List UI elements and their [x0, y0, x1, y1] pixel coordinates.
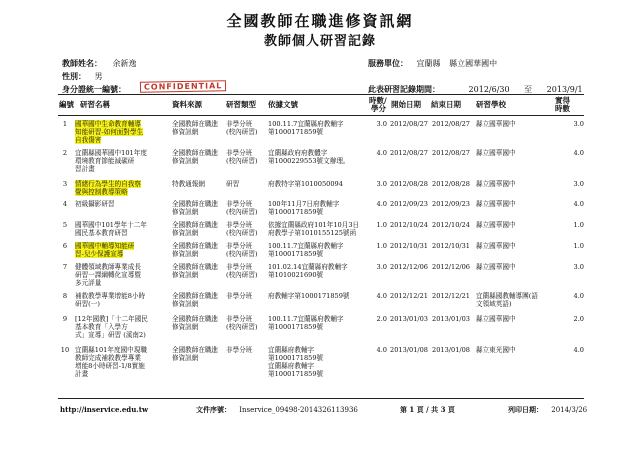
cell-doc-line: 第1010021690號 [268, 271, 324, 279]
cell-start-line: 2012/09/23 [390, 200, 429, 208]
cell-type-line: 非學分班 [226, 346, 253, 354]
cell-doc-line: 第1000171859號 [268, 208, 324, 216]
highlighted-text: 國華國中輔導知能研 [75, 242, 135, 250]
cell-end [432, 180, 472, 188]
cell-no [58, 149, 72, 157]
cell-actual-line: 4.0 [573, 292, 584, 300]
cell-school-line: 縣立東光國中 [476, 346, 516, 354]
col-actual-line2: 時數 [555, 104, 570, 113]
cell-type [226, 315, 268, 331]
highlighted-text: 覺與控制教導策略 [75, 188, 128, 196]
cell-name-line: 國民基本教育研習 [75, 229, 128, 237]
cell-source [172, 180, 226, 188]
cell-source [172, 346, 226, 362]
cell-source-line: 全國教師在職進 [172, 315, 219, 323]
cell-type [226, 200, 268, 216]
cell-hours-line: 4.0 [376, 149, 387, 157]
highlighted-text: 國華國中生命教育輔導 [75, 120, 141, 128]
cell-school [476, 346, 556, 354]
cell-source [172, 242, 226, 258]
cell-source-line: 修資訊網 [172, 208, 199, 216]
cell-type-line: 非學分班 [226, 292, 253, 300]
gender-field [62, 71, 103, 82]
cell-hours-line: 2.0 [376, 315, 387, 323]
cell-name [75, 200, 165, 208]
cell-end-line: 2012/10/31 [432, 242, 471, 250]
cell-end [432, 221, 472, 229]
cell-no [58, 221, 72, 229]
cell-source-line: 全國教師在職進 [172, 263, 219, 271]
cell-school-line: 宜蘭縣國教輔導團(語 [476, 292, 538, 300]
cell-school [476, 315, 556, 323]
cell-name [75, 346, 165, 378]
cell-doc [268, 120, 372, 136]
cell-name-line [75, 136, 165, 144]
cell-source-line: 修資訊網 [172, 354, 199, 362]
col-school: 研習學校 [476, 100, 506, 109]
cell-type-line: 研習 [226, 180, 240, 188]
col-source: 資料來源 [172, 100, 202, 109]
cell-hours-line: 1.0 [376, 242, 387, 250]
cell-source [172, 149, 226, 165]
cell-school-line: 縣立國華國中 [476, 180, 516, 188]
cell-actual [558, 200, 584, 208]
cell-doc-line: 府教輔字第1000171859號 [268, 292, 350, 300]
cell-doc [268, 180, 372, 188]
cell-source-line: 全國教師在職進 [172, 221, 219, 229]
document-serial-value: Inservice_09498-2014326113936 [239, 406, 358, 414]
cell-hours-line: 1.0 [376, 221, 387, 229]
cell-doc-line: 100年11月7日府教輔字 [268, 200, 340, 208]
cell-doc-line: 宜蘭縣政府府教體字 [268, 149, 328, 157]
cell-no [58, 292, 72, 300]
cell-actual-line: 2.0 [573, 315, 584, 323]
cell-name [75, 221, 165, 237]
cell-type [226, 346, 268, 354]
cell-no-line: 6 [62, 242, 68, 250]
cell-doc-line: 第1000171859號 [268, 323, 324, 331]
cell-end-line: 2013/01/03 [432, 315, 471, 323]
col-doc: 依據文號 [268, 100, 298, 109]
table-header-rule [58, 115, 584, 116]
cell-name-line: 多元評量 [75, 279, 102, 287]
cell-doc [268, 315, 372, 331]
highlighted-text: 自我傷害 [75, 136, 102, 144]
cell-end [432, 242, 472, 250]
cell-doc-line: 宜蘭縣府教輔字 [268, 346, 315, 354]
cell-school [476, 263, 556, 271]
cell-type-line: 非學分班 [226, 263, 253, 271]
cell-doc-line: 宜蘭縣府教輔字 [268, 362, 315, 370]
cell-doc [268, 346, 372, 378]
cell-type [226, 180, 268, 188]
cell-school [476, 242, 556, 250]
cell-hours-line: 4.0 [376, 200, 387, 208]
cell-name-line: 習計畫 [75, 165, 95, 173]
cell-end-line: 2012/12/21 [432, 292, 471, 300]
cell-school-line: 縣立國華國中 [476, 200, 516, 208]
cell-start [390, 200, 430, 208]
col-no: 編號 [59, 100, 74, 109]
cell-start [390, 315, 430, 323]
cell-no-line: 4 [62, 200, 68, 208]
cell-school-line: 縣立國華國中 [476, 149, 516, 157]
cell-no [58, 263, 72, 271]
cell-source [172, 292, 226, 308]
cell-type-line: (校內研習) [226, 229, 258, 237]
cell-start [390, 263, 430, 271]
cell-name-line: 宜蘭縣國華國中101年度 [75, 149, 147, 157]
print-date-label: 列印日期： [508, 405, 543, 414]
cell-name-line [75, 180, 165, 188]
cell-hours-line: 3.0 [376, 180, 387, 188]
cell-name-line: 研習一課綱轉化宣導暨 [75, 271, 141, 279]
col-type: 研習類型 [226, 100, 256, 109]
cell-start-line: 2012/10/24 [390, 221, 429, 229]
cell-hours-line: 4.0 [376, 346, 387, 354]
cell-hours [367, 315, 387, 323]
teacher-name-value: 余新逸 [112, 59, 137, 68]
cell-school-line: 縣立國華國中 [476, 315, 516, 323]
gender-label: 性別： [62, 71, 86, 81]
cell-no-line: 3 [62, 180, 68, 188]
page-indicator: 第 1 頁 / 共 3 頁 [400, 405, 455, 414]
period-start: 2012/6/30 [468, 85, 510, 94]
cell-hours-line: 3.0 [376, 120, 387, 128]
cell-name [75, 292, 165, 308]
cell-no-line: 9 [62, 315, 68, 323]
cell-end-line: 2012/08/27 [432, 149, 471, 157]
cell-type-line: 非學分班 [226, 149, 253, 157]
cell-school [476, 221, 556, 229]
cell-actual-line: 4.0 [573, 200, 584, 208]
print-date [508, 405, 587, 415]
cell-type-line: 非學分班 [226, 315, 253, 323]
cell-no [58, 120, 72, 128]
cell-actual-line: 3.0 [573, 180, 584, 188]
cell-start [390, 292, 430, 300]
cell-actual [558, 221, 584, 229]
cell-no-line: 5 [62, 221, 68, 229]
cell-source [172, 120, 226, 136]
cell-start [390, 346, 430, 354]
document-serial-label: 文件序號： [196, 405, 231, 414]
cell-school [476, 292, 556, 308]
cell-no [58, 346, 72, 354]
cell-name [75, 242, 165, 258]
cell-hours-line: 3.0 [376, 263, 387, 271]
cell-end-line: 2013/01/08 [432, 346, 471, 354]
cell-no-line: 2 [62, 149, 68, 157]
cell-name-line [75, 120, 165, 128]
cell-school-line: 縣立國華國中 [476, 263, 516, 271]
cell-type [226, 149, 268, 165]
cell-end [432, 346, 472, 354]
cell-end-line: 2012/08/28 [432, 180, 471, 188]
record-period-label: 此表研習記錄期間： [368, 84, 440, 94]
cell-name [75, 180, 165, 196]
cell-start-line: 2012/12/21 [390, 292, 429, 300]
cell-source [172, 315, 226, 331]
col-end: 結束日期 [431, 100, 461, 109]
footer-rule [58, 398, 584, 399]
cell-name-line: [12年國教]「十二年國民 [75, 315, 148, 323]
cell-type-line: 非學分班 [226, 221, 253, 229]
cell-name [75, 120, 165, 144]
cell-school [476, 180, 556, 188]
cell-type-line: (校內研習) [226, 271, 258, 279]
site-url: http://inservice.edu.tw [60, 405, 148, 414]
gender-value: 男 [94, 72, 103, 81]
cell-start [390, 149, 430, 157]
cell-hours [367, 242, 387, 250]
cell-name-line: 式」宣導」研習 (溪南2) [75, 331, 146, 339]
service-unit-label: 服務單位： [368, 58, 408, 68]
cell-no-line: 10 [60, 346, 70, 354]
cell-doc [268, 242, 372, 258]
cell-start-line: 2013/01/08 [390, 346, 429, 354]
cell-hours [367, 149, 387, 157]
cell-source-line: 全國教師在職進 [172, 120, 219, 128]
cell-name-line: 研習(一) [75, 300, 100, 308]
cell-end-line: 2012/09/23 [432, 200, 471, 208]
cell-start [390, 242, 430, 250]
cell-start-line: 2012/08/27 [390, 149, 429, 157]
cell-source-line: 修資訊網 [172, 128, 199, 136]
cell-actual-line: 4.0 [573, 149, 584, 157]
cell-doc-line: 府教學子第1010155125號函 [268, 229, 357, 237]
cell-hours-line: 4.0 [376, 292, 387, 300]
cell-end [432, 200, 472, 208]
cell-type-line: (校內研習) [226, 208, 258, 216]
cell-actual-line: 1.0 [573, 221, 584, 229]
cell-type [226, 263, 268, 279]
cell-end [432, 315, 472, 323]
cell-source-line: 修資訊網 [172, 323, 199, 331]
cell-school [476, 149, 556, 157]
cell-doc-line: 府教特字第1010050094 [268, 180, 343, 188]
cell-name-line [75, 250, 165, 258]
cell-doc-line: 第1000229553號文辦理。 [268, 157, 350, 165]
cell-source-line: 全國教師在職進 [172, 149, 219, 157]
cell-school-line: 縣立國華國中 [476, 120, 516, 128]
cell-school-line: 縣立國華國中 [476, 221, 516, 229]
cell-school [476, 120, 556, 128]
cell-start-line: 2012/08/27 [390, 120, 429, 128]
cell-doc [268, 221, 372, 237]
table-top-rule [58, 94, 584, 95]
cell-start-line: 2013/01/03 [390, 315, 429, 323]
cell-type-line: 非學分班 [226, 242, 253, 250]
cell-name-line: 補救教學專業增能8小時 [75, 292, 146, 300]
cell-type [226, 221, 268, 237]
cell-school-line: 文領域英語) [476, 300, 512, 308]
cell-doc-line: 100.11.7宜蘭縣府教輔字 [268, 120, 344, 128]
cell-no [58, 200, 72, 208]
cell-type [226, 292, 268, 300]
cell-no [58, 242, 72, 250]
col-hours-line1: 時數/ [369, 96, 387, 105]
col-actual-line1: 實得 [555, 96, 570, 105]
cell-actual [558, 292, 584, 300]
report-subtitle: 教師個人研習記錄 [263, 34, 376, 49]
cell-hours [367, 200, 387, 208]
cell-school [476, 200, 556, 208]
highlighted-text: 知能研習-如何面對學生 [75, 128, 144, 136]
confidential-stamp: CONFIDENTIAL [140, 80, 227, 93]
cell-source [172, 200, 226, 216]
cell-no-line: 1 [62, 120, 68, 128]
cell-start-line: 2012/12/06 [390, 263, 429, 271]
cell-name [75, 149, 165, 173]
cell-doc [268, 200, 372, 216]
cell-source [172, 221, 226, 237]
cell-doc [268, 263, 372, 279]
col-start: 開始日期 [391, 100, 421, 109]
cell-source-line: 全國教師在職進 [172, 292, 219, 300]
cell-source-line: 特教通報網 [172, 180, 205, 188]
cell-start-line: 2012/10/31 [390, 242, 429, 250]
cell-start [390, 120, 430, 128]
cell-name-line [75, 128, 165, 136]
cell-end [432, 263, 472, 271]
cell-actual [558, 242, 584, 250]
cell-name-line: 國華國中101學年十二年 [75, 221, 147, 229]
service-unit-field [368, 58, 497, 69]
highlighted-text: 情緒行為學生的自我察 [75, 180, 141, 188]
cell-doc-line: 依據宜蘭縣政府101年10月3日 [268, 221, 360, 229]
cell-actual [558, 180, 584, 188]
cell-name-line [75, 242, 165, 250]
cell-source-line: 修資訊網 [172, 229, 199, 237]
cell-name-line [75, 188, 165, 196]
cell-source-line: 全國教師在職進 [172, 242, 219, 250]
cell-school-line: 縣立國華國中 [476, 242, 516, 250]
col-hours-line2: 學分 [371, 104, 386, 113]
cell-actual-line: 3.0 [573, 120, 584, 128]
cell-end-line: 2012/08/27 [432, 120, 471, 128]
teacher-name-field [62, 58, 137, 69]
cell-actual [558, 263, 584, 271]
cell-start [390, 221, 430, 229]
cell-hours [367, 263, 387, 271]
cell-actual-line: 4.0 [573, 346, 584, 354]
cell-no-line: 8 [62, 292, 68, 300]
cell-type [226, 242, 268, 258]
cell-name [75, 263, 165, 287]
cell-source [172, 263, 226, 279]
cell-name-line: 基本教育「入學方 [75, 323, 128, 331]
cell-doc-line: 第1000171859號 [268, 370, 324, 378]
cell-actual-line: 1.0 [573, 242, 584, 250]
cell-type-line: (校內研習) [226, 250, 258, 258]
service-unit-county: 宜蘭縣 [416, 59, 441, 68]
cell-actual [558, 149, 584, 157]
cell-name-line: 健體領域教師專業成長 [75, 263, 141, 271]
cell-start [390, 180, 430, 188]
cell-doc [268, 292, 372, 300]
cell-doc-line: 100.11.7宜蘭縣府教輔字 [268, 242, 344, 250]
period-end: 2013/9/1 [546, 85, 583, 94]
cell-hours [367, 180, 387, 188]
cell-source-line: 修資訊網 [172, 271, 199, 279]
cell-hours [367, 120, 387, 128]
id-number-label: 身分證統一編號： [62, 84, 126, 94]
cell-no [58, 180, 72, 188]
cell-end [432, 149, 472, 157]
cell-doc-line: 101.02.14宜蘭縣府教輔字 [268, 263, 348, 271]
cell-start-line: 2012/08/28 [390, 180, 429, 188]
cell-type [226, 120, 268, 136]
service-unit-school: 縣立國華國中 [449, 59, 498, 68]
cell-actual [558, 315, 584, 323]
cell-name-line: 環境教育節能減碳研 [75, 157, 135, 165]
cell-doc-line: 第1000171859號 [268, 128, 324, 136]
cell-name-line: 宜蘭縣101年度國中現職 [75, 346, 147, 354]
cell-doc-line: 第1000171859號 [268, 250, 324, 258]
highlighted-text: 習-兒少保護宣導 [75, 250, 124, 258]
teacher-name-label: 教師姓名： [62, 58, 102, 68]
print-date-value: 2014/3/26 [551, 406, 588, 414]
cell-end [432, 120, 472, 128]
cell-end-line: 2012/10/24 [432, 221, 471, 229]
cell-actual [558, 120, 584, 128]
cell-name-line: 教師完成補救教學專業 [75, 354, 141, 362]
cell-name [75, 315, 165, 339]
cell-source-line: 修資訊網 [172, 300, 199, 308]
cell-doc-line: 100.11.7宜蘭縣府教輔字 [268, 315, 344, 323]
cell-source-line: 全國教師在職進 [172, 346, 219, 354]
cell-end [432, 292, 472, 300]
cell-source-line: 修資訊網 [172, 250, 199, 258]
cell-hours [367, 346, 387, 354]
cell-actual-line: 3.0 [573, 263, 584, 271]
cell-doc [268, 149, 372, 165]
cell-hours [367, 292, 387, 300]
col-name: 研習名稱 [80, 100, 110, 109]
cell-source-line: 全國教師在職進 [172, 200, 219, 208]
cell-actual [558, 346, 584, 354]
cell-type-line: 非學分班 [226, 200, 253, 208]
cell-type-line: (校內研習) [226, 323, 258, 331]
cell-hours [367, 221, 387, 229]
cell-doc-line: 第1000171859號 [268, 354, 324, 362]
cell-name-line: 初級攝影研習 [75, 200, 115, 208]
cell-no-line: 7 [62, 263, 68, 271]
period-to: 至 [524, 85, 533, 94]
report-title: 全國教師在職進修資訊網 [226, 12, 414, 30]
cell-end-line: 2012/12/06 [432, 263, 471, 271]
cell-name-line: 增能8小時研習-1/8實施 [75, 362, 145, 370]
cell-type-line: (校內研習) [226, 128, 258, 136]
document-serial [196, 405, 358, 415]
cell-type-line: 非學分班 [226, 120, 253, 128]
cell-source-line: 修資訊網 [172, 157, 199, 165]
cell-name-line: 計畫 [75, 370, 89, 378]
cell-type-line: (校內研習) [226, 157, 258, 165]
cell-no [58, 315, 72, 323]
